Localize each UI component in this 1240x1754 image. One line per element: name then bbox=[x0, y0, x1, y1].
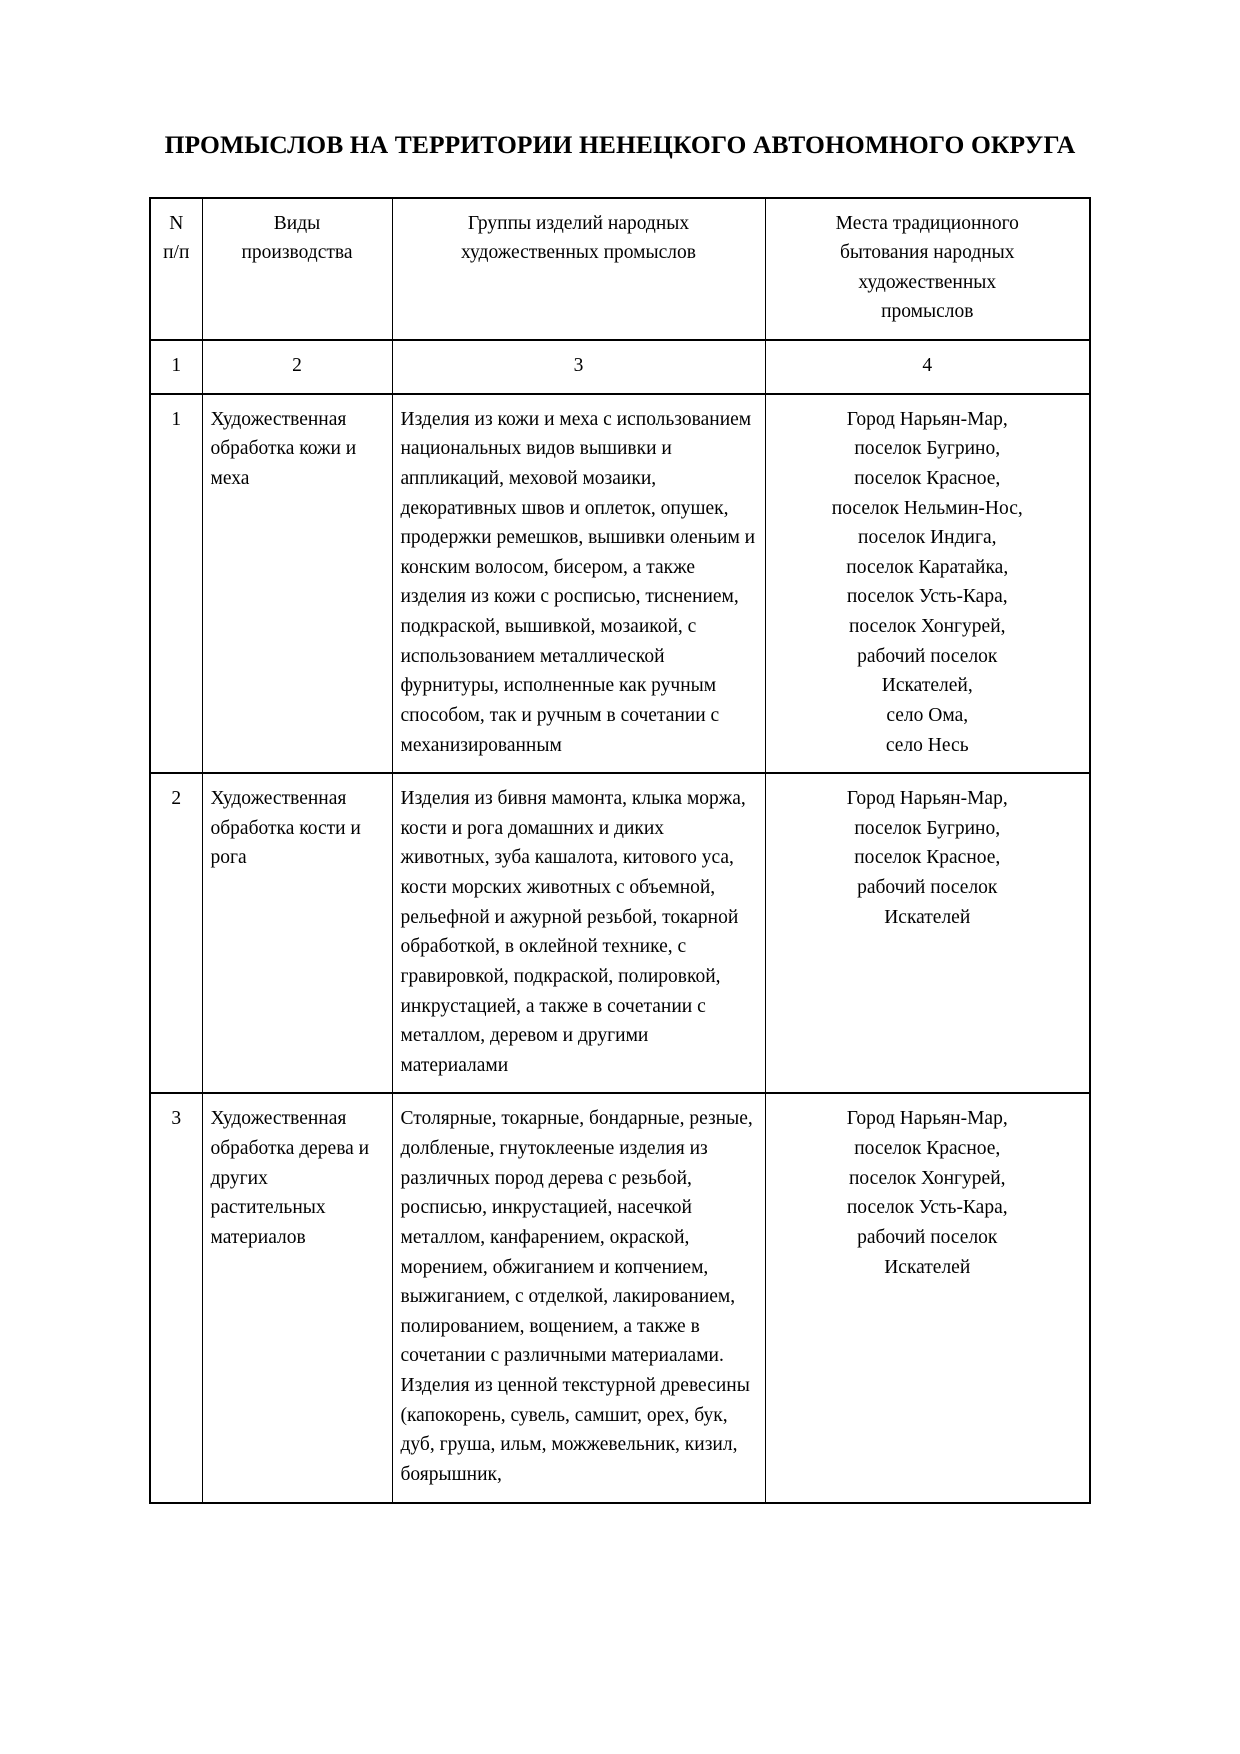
place-line: Искателей bbox=[884, 1256, 971, 1278]
place-line: Искателей, bbox=[881, 675, 973, 697]
row-number: 3 bbox=[150, 1093, 202, 1502]
place-line: село Несь bbox=[885, 734, 969, 756]
page-title: ПРОМЫСЛОВ НА ТЕРРИТОРИИ НЕНЕЦКОГО АВТОНОМНОГО ОКРУГА bbox=[164, 130, 1076, 159]
table-row bbox=[150, 773, 1090, 1093]
place-line: поселок Усть-Кара, bbox=[846, 1197, 1008, 1219]
column-number-2: 2 bbox=[202, 340, 392, 394]
header-line: производства bbox=[241, 242, 353, 264]
place-line: рабочий поселок bbox=[857, 645, 998, 667]
header-line: N bbox=[169, 212, 184, 234]
header-line: Места традиционного bbox=[835, 212, 1019, 234]
column-number-row bbox=[150, 340, 1090, 394]
header-line: Виды bbox=[273, 212, 321, 234]
row-number: 1 bbox=[150, 394, 202, 774]
place-line: поселок Бугрино, bbox=[854, 817, 1001, 839]
header-cell-kind bbox=[202, 198, 392, 341]
place-line: поселок Бугрино, bbox=[854, 438, 1001, 460]
row-kind: Художественная обработка кожи и меха bbox=[202, 394, 392, 774]
header-line: художественных промыслов bbox=[461, 242, 696, 264]
place-line: поселок Усть-Кара, bbox=[846, 586, 1008, 608]
place-line: рабочий поселок bbox=[857, 877, 998, 899]
column-number-3: 3 bbox=[392, 340, 765, 394]
place-line: Город Нарьян-Мар, bbox=[846, 408, 1008, 430]
row-kind: Художественная обработка дерева и других растительных материалов bbox=[202, 1093, 392, 1502]
header-line: художественных bbox=[858, 271, 997, 293]
row-places bbox=[765, 773, 1090, 1093]
table-row bbox=[150, 1093, 1090, 1502]
header-line: п/п bbox=[163, 242, 190, 264]
row-places bbox=[765, 394, 1090, 774]
place-line: Город Нарьян-Мар, bbox=[846, 788, 1008, 810]
promysly-table bbox=[149, 197, 1091, 1504]
place-line: рабочий поселок bbox=[857, 1226, 998, 1248]
place-line: поселок Красное, bbox=[854, 467, 1001, 489]
header-cell-groups bbox=[392, 198, 765, 341]
table-row bbox=[150, 394, 1090, 774]
header-cell-places bbox=[765, 198, 1090, 341]
row-description: Изделия из кожи и меха с использованием национальных видов вышивки и аппликаций, меховой мозаики, декоративных швов и оплеток, опушек, продержки ремешков, вышивки оленьим и конским волосом, бисером, а также изделия из кожи с росписью, тиснением, подкраской, вышивкой, мозаикой, с использованием металлической фурнитуры, исполненные как ручным способом, так и ручным в сочетании с механизированным bbox=[392, 394, 765, 774]
row-places bbox=[765, 1093, 1090, 1502]
place-line: Город Нарьян-Мар, bbox=[846, 1108, 1008, 1130]
header-line: Группы изделий народных bbox=[467, 212, 690, 234]
row-kind: Художественная обработка кости и рога bbox=[202, 773, 392, 1093]
place-line: поселок Индига, bbox=[858, 527, 997, 549]
place-line: поселок Хонгурей, bbox=[848, 1167, 1006, 1189]
table-head bbox=[150, 198, 1090, 394]
place-line: Искателей bbox=[884, 906, 971, 928]
header-cell-number bbox=[150, 198, 202, 341]
table-body bbox=[150, 394, 1090, 1503]
column-number-1: 1 bbox=[150, 340, 202, 394]
header-line: бытования народных bbox=[839, 242, 1015, 264]
place-line: поселок Хонгурей, bbox=[848, 616, 1006, 638]
row-description: Изделия из бивня мамонта, клыка моржа, кости и рога домашних и диких животных, зуба кашалота, китового уса, кости морских животных с объемной, рельефной и ажурной резьбой, токарной обработкой, в оклейной технике, с гравировкой, подкраской, полировкой, инкрустацией, а также в сочетании с металлом, деревом и другими материалами bbox=[392, 773, 765, 1093]
header-line: промыслов bbox=[881, 301, 974, 323]
row-description: Столярные, токарные, бондарные, резные, долбленые, гнутоклееные изделия из различных пород дерева с резьбой, росписью, инкрустацией, насечкой металлом, канфарением, окраской, морением, обжиганием и копчением, выжиганием, с отделкой, лакированием, полированием, вощением, а также в сочетании с различными материалами. Изделия из ценной текстурной древесины (капокорень, сувель, самшит, орех, бук, дуб, груша, ильм, можжевельник, кизил, боярышник, bbox=[392, 1093, 765, 1502]
row-number: 2 bbox=[150, 773, 202, 1093]
place-line: поселок Красное, bbox=[854, 847, 1001, 869]
header-row bbox=[150, 198, 1090, 341]
place-line: поселок Нельмин-Нос, bbox=[831, 497, 1023, 519]
place-line: поселок Каратайка, bbox=[846, 556, 1009, 578]
place-line: село Ома, bbox=[886, 704, 969, 726]
column-number-4: 4 bbox=[765, 340, 1090, 394]
place-line: поселок Красное, bbox=[854, 1138, 1001, 1160]
